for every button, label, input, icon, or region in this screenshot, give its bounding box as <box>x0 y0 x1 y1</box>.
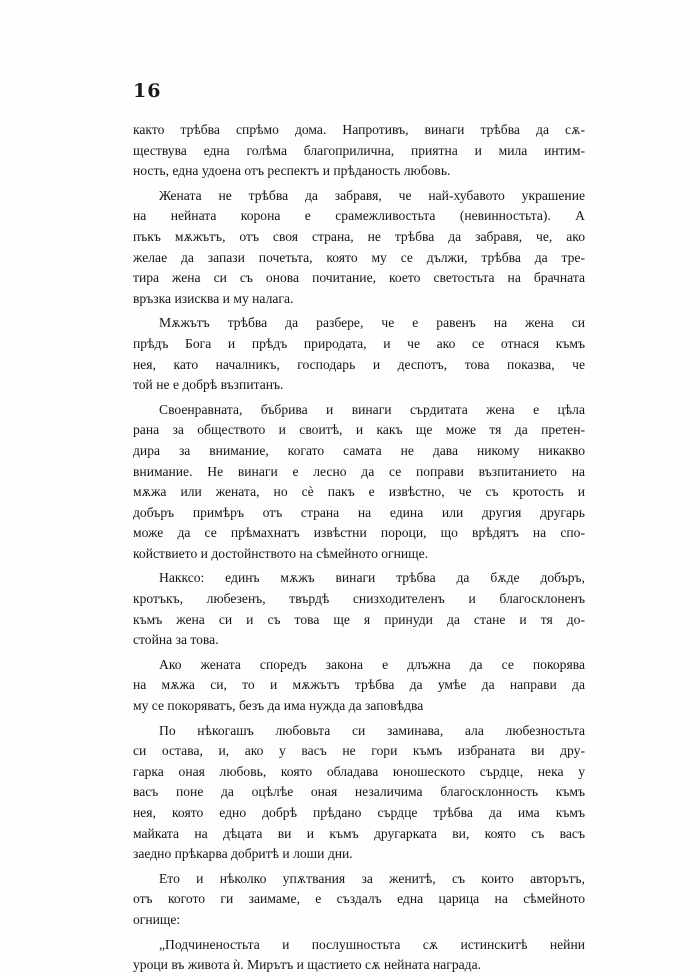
text-line: гарка оная любовь, която обладава юношеското сърдце, нека у <box>133 763 585 779</box>
paragraph <box>133 721 585 865</box>
text-line: огнище: <box>133 911 181 927</box>
text-line: нея, която едно добрѣ прѣдано сърдце трѣбва да има къмъ <box>133 805 585 820</box>
text-line: Ето и нѣколко упѫтвания за женитѣ, съ които авторътъ, <box>159 870 585 886</box>
text-line: си остава, и, ако у васъ не гори къмъ избраната ви дру- <box>133 743 585 759</box>
text-line: Ако жената споредъ закона е длъжна да се покорява <box>159 656 585 672</box>
paragraph <box>133 186 585 310</box>
text-line: прѣдъ Бога и прѣдъ природата, и че ако се отнася къмъ <box>133 335 585 351</box>
paragraph <box>133 869 585 931</box>
text-line: му се покоряватъ, безъ да има нужда да заповѣдва <box>133 698 424 714</box>
text-line: нея, като началникъ, господарь и деспотъ, това показва, че <box>133 356 585 372</box>
text-line: пъкъ мѫжътъ, отъ своя страна, не трѣбва да забравя, че, ако <box>133 228 585 244</box>
paragraph <box>133 568 585 650</box>
text-line: „Подчиненостьта и послушностьта сѫ истинскитѣ нейни <box>159 936 585 952</box>
paragraph <box>133 655 585 717</box>
page-number: 16 <box>133 80 162 102</box>
text-line: желае да запази почетьта, която му се дължи, трѣбва да тре- <box>133 249 585 265</box>
text-line: внимание. Не винаги е лесно да се поправи възпитанието на <box>133 463 585 479</box>
paragraph <box>133 120 585 182</box>
paragraph <box>133 400 585 565</box>
text-line: тира жена си съ онова почитание, което светостьта на брачната <box>133 270 585 286</box>
text-line: майката на дѣцата ви и къмъ другарката ви, която съ васъ <box>133 825 585 841</box>
text-line: къмъ жена си и съ това ще я принуди да стане и тя до- <box>133 611 585 627</box>
text-line: Накксо: единъ мѫжъ винаги трѣбва да бѫде добъръ, <box>159 570 585 586</box>
text-line: Своенравната, бъбрива и винаги сърдитата жена е цѣла <box>159 401 585 417</box>
text-line: стойна за това. <box>133 632 219 648</box>
text-line: кротъкъ, любезенъ, твърдѣ снизходителенъ и благосклоненъ <box>133 591 585 607</box>
text-line: отъ когото ги заимаме, е създалъ една царица на сѣмейното <box>133 891 585 907</box>
text-line: както трѣбва спрѣмо дома. Напротивъ, винаги трѣбва да сѫ- <box>133 122 585 137</box>
text-line: мѫжа или жената, но сѐ пакъ е извѣстно, че съ кротость и <box>133 484 585 500</box>
text-line: ществува една голѣма благоприлична, приятна и мила интим- <box>133 142 585 158</box>
text-line: на нейната корона е срамежливостьта (невинностьта). А <box>133 208 585 224</box>
page-text <box>133 120 585 980</box>
text-line: уроци въ живота ѝ. Мирътъ и щастието сѫ нейната награда. <box>133 957 482 973</box>
text-line: койствието и достойнството на сѣмейното огнище. <box>133 545 429 561</box>
paragraph <box>133 313 585 395</box>
text-line: дира за внимание, когато самата не дава никому никакво <box>133 442 585 458</box>
text-line: връзка изисква и му налага. <box>133 290 294 306</box>
text-line: може да се прѣмахнатъ извѣстни пороци, що врѣдятъ на спо- <box>133 525 585 541</box>
text-line: Жената не трѣбва да забравя, че най-хубавото украшение <box>159 187 585 203</box>
text-line: По нѣкогашъ любовьта си заминава, ала любезностьта <box>159 722 585 738</box>
text-line: рана за обществото и своитѣ, и какъ ще може тя да претен- <box>133 422 585 438</box>
text-line: ность, една удоена отъ респектъ и прѣданость любовь. <box>133 163 451 179</box>
text-line: той не е добрѣ възпитанъ. <box>133 377 284 393</box>
text-line: васъ поне да оцѣлѣе оная незаличима благосклонность къмъ <box>133 784 585 800</box>
text-line: Мѫжътъ трѣбва да разбере, че е равенъ на жена си <box>159 315 585 331</box>
text-line: добъръ примѣръ отъ страна на едина или другия другарь <box>133 504 585 520</box>
text-line: заедно прѣкарва добритѣ и лоши дни. <box>133 846 353 862</box>
text-line: на мѫжа си, то и мѫжътъ трѣбва да умѣе да направи да <box>133 677 585 693</box>
paragraph <box>133 935 585 976</box>
